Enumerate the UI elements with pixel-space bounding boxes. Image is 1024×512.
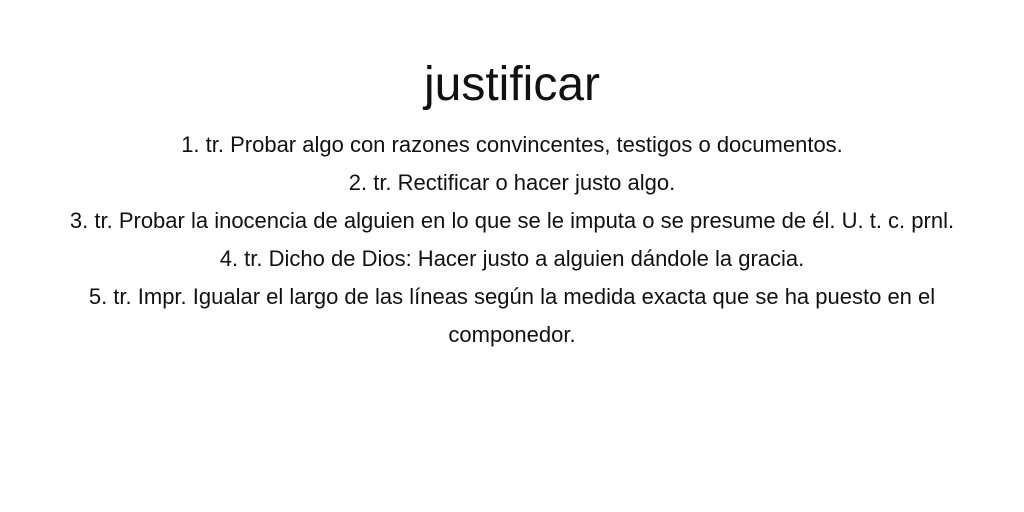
definition-4: 4. tr. Dicho de Dios: Hacer justo a alguien dándole la gracia. — [219, 246, 805, 271]
headword: justificar — [423, 58, 601, 111]
definition-list — [60, 126, 964, 354]
definition-3: 3. tr. Probar la inocencia de alguien en lo que se le imputa o se presume de él. U. t. c. prnl. — [69, 208, 955, 233]
definition-1: 1. tr. Probar algo con razones convincentes, testigos o documentos. — [181, 132, 843, 157]
definition-5: 5. tr. Impr. Igualar el largo de las líneas según la medida exacta que se ha puesto en el componedor. — [88, 284, 936, 347]
definition-2: 2. tr. Rectificar o hacer justo algo. — [348, 170, 676, 195]
